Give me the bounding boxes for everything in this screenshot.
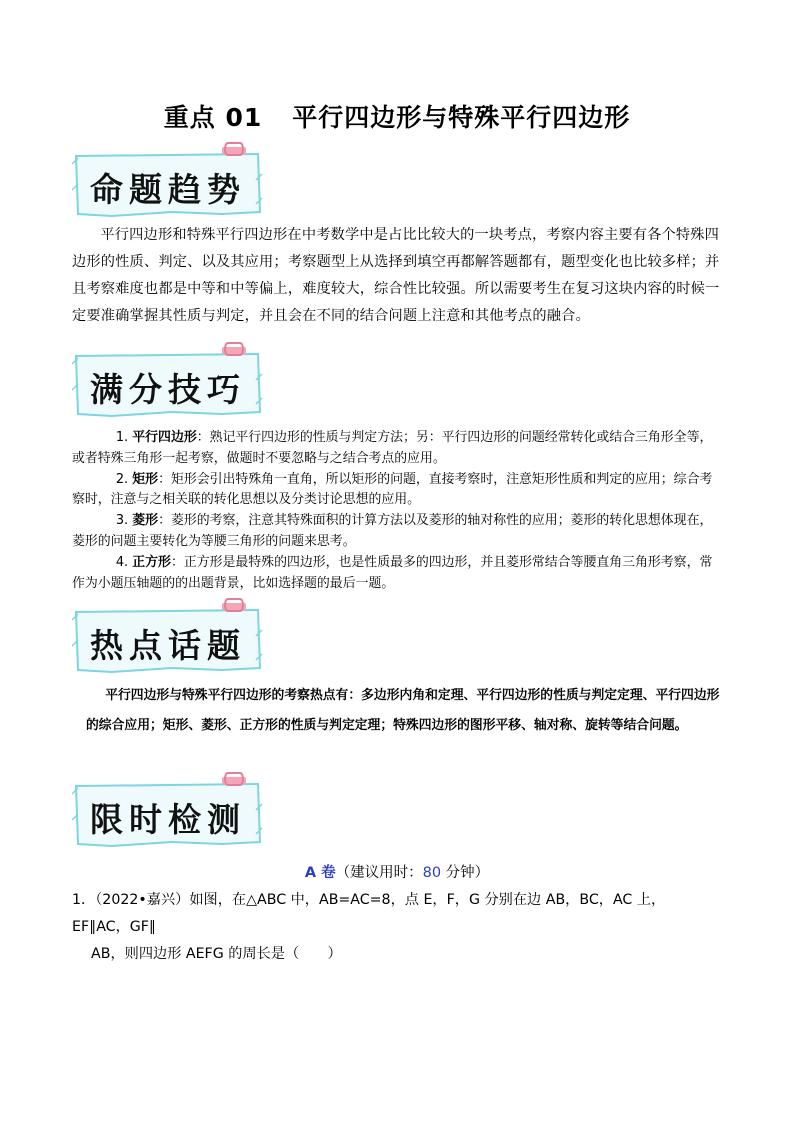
tip-number: 1. [115, 430, 129, 445]
exam-minutes: 80 [422, 865, 442, 881]
page-title [0, 98, 794, 134]
question-line-2: AB，则四边形 AEFG 的周长是（ ） [91, 946, 342, 962]
section-banner-tips [72, 350, 264, 420]
tip-text: ：正方形是最特殊的四边形，也是性质最多的四边形，并且菱形常结合等腰直角三角形考察，常作为小题压轴题的的出题背景，比如选择题的最后一题。 [72, 554, 713, 591]
question-text-1: 如图，在△ABC 中，AB=AC=8，点 E，F，G 分别在边 AB，BC，AC 上，EF∥AC，GF∥ [72, 892, 666, 935]
title-left: 重点 01 [163, 103, 263, 132]
tip-text: ：菱形的考察，注意其特殊面积的计算方法以及菱形的轴对称性的应用；菱形的转化思想体现在，菱形的问题主要转化为等腰三角形的问题来思考。 [72, 513, 713, 549]
tip-number: 2. [115, 471, 129, 487]
section-banner-test [72, 780, 264, 850]
tip-item [72, 553, 724, 595]
section-banner-trend [72, 150, 264, 220]
exam-note-post: 分钟） [441, 865, 490, 881]
title-right: 平行四边形与特殊平行四边形 [292, 103, 631, 132]
tip-label: 菱形 [132, 513, 159, 529]
exam-note-pre: （建议用时： [335, 865, 423, 881]
banner-label: 满分技巧 [90, 370, 246, 409]
banner-label: 热点话题 [90, 626, 246, 665]
exam-volume: A 卷 [304, 865, 336, 881]
question-source: （2022•嘉兴） [95, 892, 190, 908]
question-line-1 [72, 887, 722, 941]
tip-item [72, 428, 724, 470]
hot-paragraph: 平行四边形与特殊平行四边形的考察热点有：多边形内角和定理、平行四边形的性质与判定定理、平行四边形的综合应用；矩形、菱形、正方形的性质与判定定理；特殊四边形的图形平移、轴对称、旋转等结合问题。 [86, 688, 720, 733]
question-1 [72, 887, 722, 968]
tip-text: ：矩形会引出特殊角一直角，所以矩形的问题，直接考察时，注意矩形性质和判定的应用；综合考察时，注意与之相关联的转化思想以及分类讨论思想的应用。 [72, 471, 713, 508]
banner-label: 限时检测 [90, 800, 246, 839]
tip-number: 4. [115, 554, 129, 570]
question-number: 1． [72, 892, 96, 908]
banner-label: 命题趋势 [90, 170, 246, 209]
tip-label: 平行四边形 [132, 430, 197, 445]
exam-heading [0, 861, 794, 882]
tip-item [72, 511, 724, 553]
trend-paragraph: 平行四边形和特殊平行四边形在中考数学中是占比比较大的一块考点，考察内容主要有各个特殊四边形的性质、判定、以及其应用；考察题型上从选择到填空再都解答题都有，题型变化也比较多样；并且考察难度也都是中等和中等偏上，难度较大，综合性比较强。所以需要考生在复习这块内容的时候一定要准确掌握其性质与判定，并且会在不同的结合问题上注意和其他考点的融合。 [72, 227, 720, 324]
tip-label: 矩形 [132, 471, 159, 487]
tip-number: 3. [115, 513, 129, 529]
tips-list [72, 428, 724, 594]
tip-label: 正方形 [132, 554, 171, 570]
tip-text: ：熟记平行四边形的性质与判定方法；另：平行四边形的问题经常转化或结合三角形全等，或者特殊三角形一起考察，做题时不要忽略与之结合考点的应用。 [72, 430, 713, 466]
section-banner-hot [72, 606, 264, 676]
tip-item [72, 470, 724, 512]
